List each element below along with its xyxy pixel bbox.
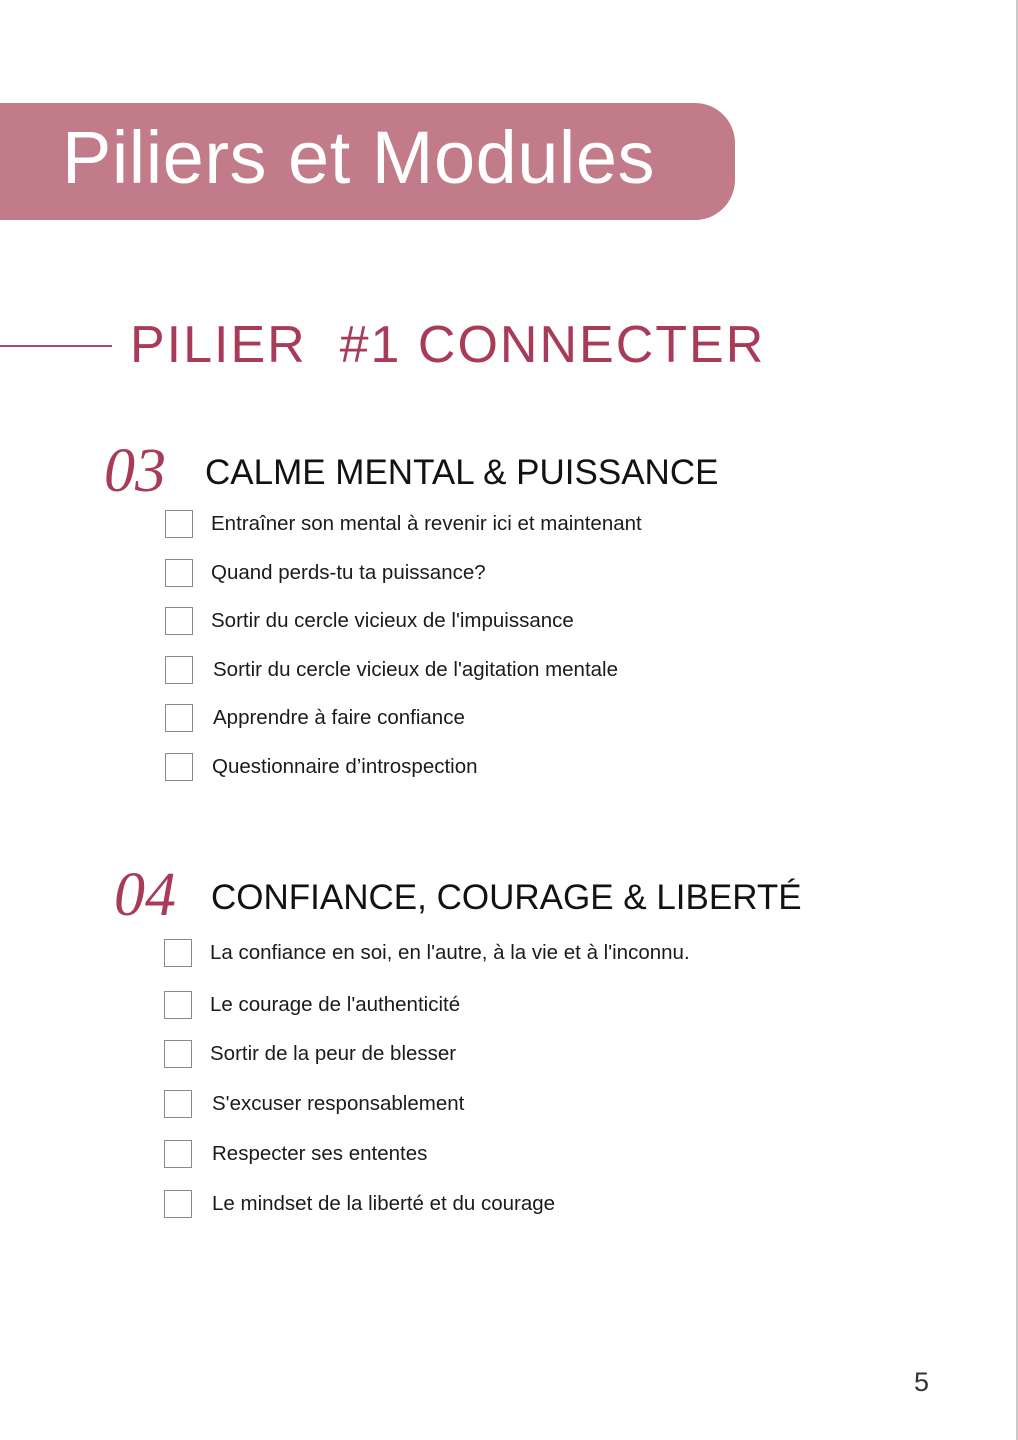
checklist-item-label: La confiance en soi, en l'autre, à la vie et à l'inconnu. bbox=[210, 941, 690, 964]
checkbox[interactable] bbox=[165, 704, 193, 732]
checkbox[interactable] bbox=[165, 656, 193, 684]
checklist-item-label: Le courage de l'authenticité bbox=[210, 993, 461, 1016]
checklist-item-label: Apprendre à faire confiance bbox=[213, 706, 465, 729]
checklist-item-label: Sortir du cercle vicieux de l'agitation mentale bbox=[213, 658, 619, 681]
checkbox[interactable] bbox=[165, 753, 193, 781]
checklist-item-label: Sortir du cercle vicieux de l'impuissance bbox=[211, 609, 574, 632]
checkbox[interactable] bbox=[165, 510, 193, 538]
checkbox[interactable] bbox=[164, 1040, 192, 1068]
checklist-item-label: S'excuser responsablement bbox=[212, 1092, 465, 1115]
module-title: CALME MENTAL & PUISSANCE bbox=[205, 453, 719, 492]
checkbox[interactable] bbox=[164, 1090, 192, 1118]
module-number: 04 bbox=[114, 861, 176, 929]
pilier-heading: PILIER #1 CONNECTER bbox=[130, 316, 766, 374]
checklist-item-label: Sortir de la peur de blesser bbox=[210, 1042, 457, 1065]
page-title: Piliers et Modules bbox=[62, 116, 656, 199]
checklist-item-label: Questionnaire d’introspection bbox=[212, 755, 478, 778]
checklist-item-label: Respecter ses ententes bbox=[212, 1142, 428, 1165]
page-number: 5 bbox=[914, 1367, 930, 1397]
checklist-item-label: Entraîner son mental à revenir ici et maintenant bbox=[211, 512, 642, 535]
checklist-item-label: Le mindset de la liberté et du courage bbox=[212, 1192, 556, 1215]
checklist-item-label: Quand perds-tu ta puissance? bbox=[211, 561, 486, 584]
checkbox[interactable] bbox=[165, 607, 193, 635]
module-number: 03 bbox=[104, 437, 166, 505]
checkbox[interactable] bbox=[164, 991, 192, 1019]
pilier-rule bbox=[0, 345, 112, 347]
checkbox[interactable] bbox=[164, 1190, 192, 1218]
checkbox[interactable] bbox=[164, 939, 192, 967]
module-title: CONFIANCE, COURAGE & LIBERTÉ bbox=[211, 878, 802, 917]
checkbox[interactable] bbox=[164, 1140, 192, 1168]
checkbox[interactable] bbox=[165, 559, 193, 587]
